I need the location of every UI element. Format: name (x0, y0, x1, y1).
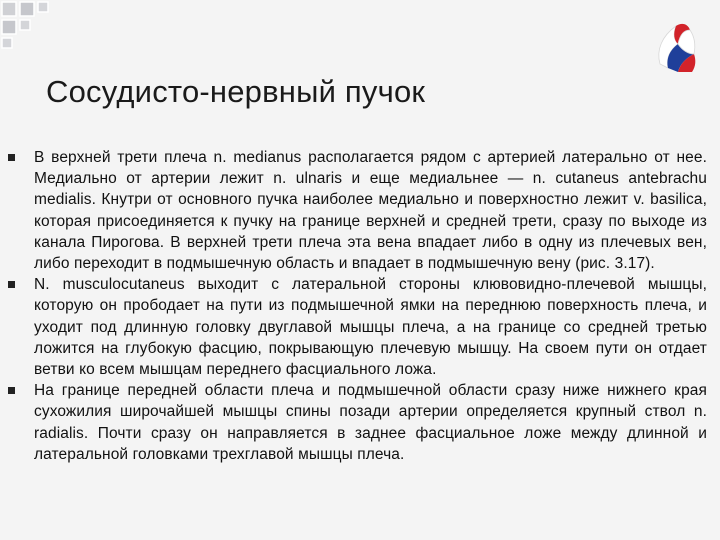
bullet-item (0, 274, 720, 380)
bullet-item (0, 147, 720, 274)
slide-title: Сосудисто-нервный пучок (46, 74, 426, 109)
square-bullet-icon (8, 387, 15, 394)
flag-logo-icon (648, 14, 704, 76)
bullet-list (0, 147, 720, 465)
bullet-text: В верхней трети плеча n. medianus располагается рядом с артерией латерально от нее. Медиально от артерии лежит n. ulnaris и еще медиальнее — n. cutaneus antebrachu medialis. Кнутри от основного пучка наиболее медиально и поверхностно лежит v. basilica, которая присоединяется к пучку на границе верхней и средней трети, сразу по выходе из канала Пирогова. В верхней трети плеча эта вена впадает либо в одну из плечевых вен, либо переходит в подмышечную область и впадает в подмышечную вену (рис. 3.17). (34, 149, 707, 273)
bullet-item (0, 380, 720, 465)
bullet-text: N. musculocutaneus выходит с латеральной стороны клювовидно-плечевой мышцы, которую он прободает на пути из подмышечной ямки на переднюю поверхность плеча, и уходит под длинную головку двуглавой мышцы плеча, а на границе со средней третью ложится на глубокую фасцию, покрывающую плечевую мышцу. На своем пути он отдает ветви ко всем мышцам переднего фасциального ложа. (34, 276, 707, 379)
square-bullet-icon (8, 281, 15, 288)
square-bullet-icon (8, 154, 15, 161)
corner-squares-decoration-icon (0, 0, 64, 52)
bullet-text: На границе передней области плеча и подмышечной области сразу ниже нижнего края сухожилия широчайшей мышцы спины позади артерии определяется крупный ствол n. radialis. Почти сразу он направляется в заднее фасциальное ложе между длинной и латеральной головками трехглавой мышцы плеча. (34, 382, 707, 463)
